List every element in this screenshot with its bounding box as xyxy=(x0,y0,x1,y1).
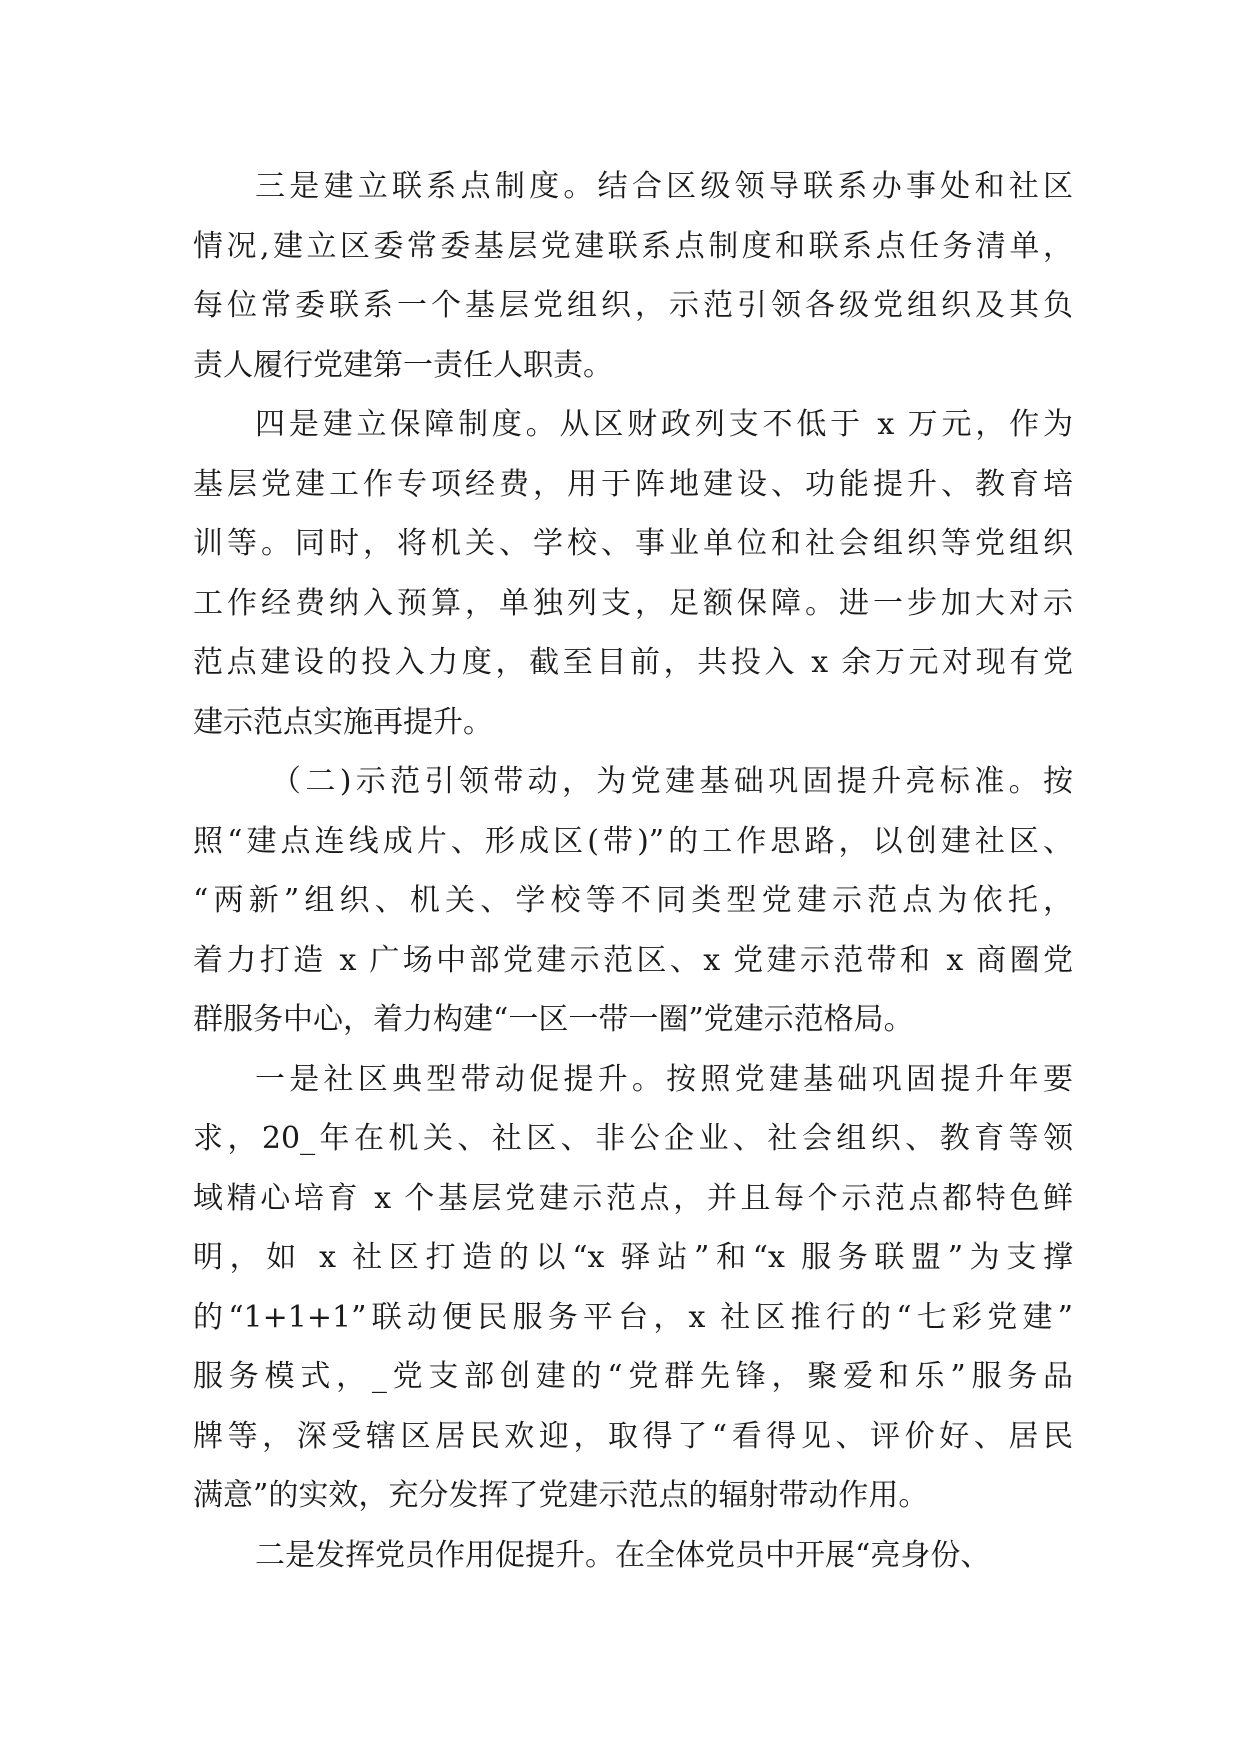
text-line: 明，如 x 社区打造的以“x 驿站”和“x 服务联盟”为支撑 xyxy=(193,1240,1073,1275)
text-line: 满意”的实效，充分发挥了党建示范点的辐射带动作用。 xyxy=(193,1478,929,1513)
text-line: 三是建立联系点制度。结合区级领导联系办事处和社区 xyxy=(255,169,1073,204)
text-line: 情况,建立区委常委基层党建联系点制度和联系点任务清单， xyxy=(193,228,1073,264)
text-line: 服务模式，_党支部创建的“党群先锋，聚爱和乐”服务品 xyxy=(193,1359,1073,1394)
paragraph xyxy=(193,157,1073,395)
text-line: 着力打造 x 广场中部党建示范区、x 党建示范带和 x 商圈党 xyxy=(193,942,1073,978)
text-line: 责人履行党建第一责任人职责。 xyxy=(193,347,613,383)
text-line: 域精心培育 x 个基层党建示范点，并且每个示范点都特色鲜 xyxy=(193,1180,1073,1216)
text-line: 训等。同时，将机关、学校、事业单位和社会组织等党组织 xyxy=(193,526,1073,561)
text-line: 一是社区典型带动促提升。按照党建基础巩固提升年要 xyxy=(255,1061,1073,1097)
text-line: 范点建设的投入力度，截至目前，共投入 x 余万元对现有党 xyxy=(193,645,1073,680)
text-line: 群服务中心，着力构建“一区一带一圈”党建示范格局。 xyxy=(193,1002,914,1037)
text-line: 四是建立保障制度。从区财政列支不低于 x 万元，作为 xyxy=(255,407,1073,442)
text-line: 基层党建工作专项经费，用于阵地建设、功能提升、教育培 xyxy=(193,466,1073,502)
text-line: 牌等，深受辖区居民欢迎，取得了“看得见、评价好、居民 xyxy=(193,1418,1073,1454)
text-line: 建示范点实施再提升。 xyxy=(193,704,493,740)
document-body xyxy=(193,157,1073,1585)
paragraph xyxy=(193,395,1073,752)
paragraph xyxy=(193,752,1073,1050)
text-line: 照“建点连线成片、形成区(带)”的工作思路，以创建社区、 xyxy=(193,823,1073,859)
text-line: 的“1+1+1”联动便民服务平台，x 社区推行的“七彩党建” xyxy=(193,1299,1073,1335)
text-line: 每位常委联系一个基层党组织，示范引领各级党组织及其负 xyxy=(193,288,1073,323)
text-line: （二)示范引领带动，为党建基础巩固提升亮标准。按 xyxy=(271,764,1073,799)
text-line: 求，20_年在机关、社区、非公企业、社会组织、教育等领 xyxy=(193,1121,1073,1156)
text-line: “两新”组织、机关、学校等不同类型党建示范点为依托， xyxy=(193,883,1073,918)
text-line: 工作经费纳入预算，单独列支，足额保障。进一步加大对示 xyxy=(193,585,1073,621)
text-line: 二是发挥党员作用促提升。在全体党员中开展“亮身份、 xyxy=(255,1537,991,1573)
paragraph xyxy=(193,1526,1073,1586)
paragraph xyxy=(193,1050,1073,1526)
